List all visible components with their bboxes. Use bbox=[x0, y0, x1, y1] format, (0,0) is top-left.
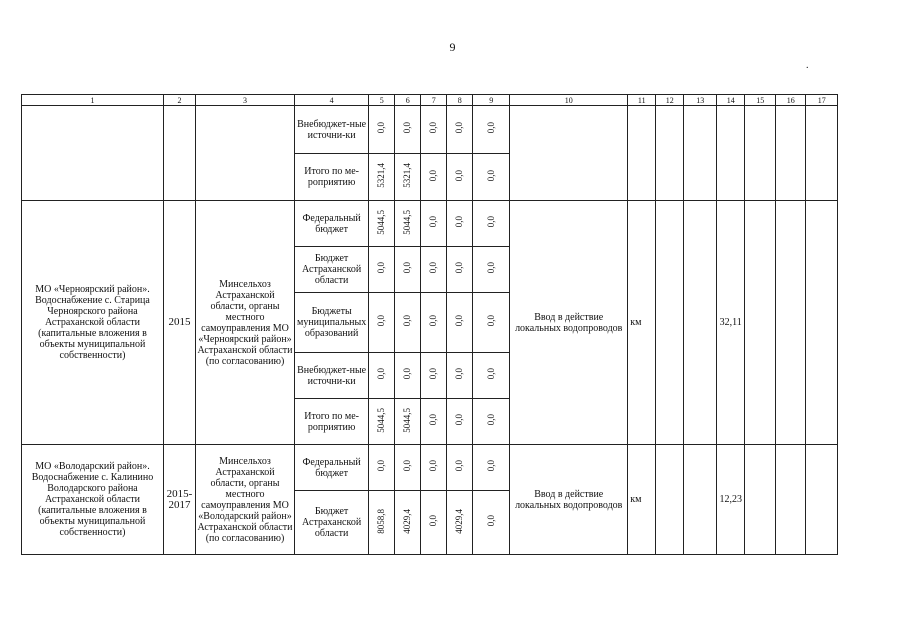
value-6: 0,0 bbox=[402, 122, 413, 134]
value-7: 0,0 bbox=[428, 216, 439, 228]
value-cell bbox=[369, 353, 395, 399]
value-5: 5044,5 bbox=[376, 209, 387, 235]
value-cell bbox=[473, 293, 510, 353]
header-cell: 10 bbox=[510, 95, 628, 106]
funding-source: Бюджеты муниципальных образований bbox=[295, 293, 369, 353]
col13-cell bbox=[684, 106, 717, 201]
value-8: 0,0 bbox=[454, 315, 465, 327]
value-6: 0,0 bbox=[402, 262, 413, 274]
value-cell bbox=[473, 154, 510, 201]
indicator-cell bbox=[510, 106, 628, 201]
value-cell bbox=[395, 353, 421, 399]
value-5: 0,0 bbox=[376, 122, 387, 134]
value-cell bbox=[421, 491, 447, 555]
value-cell bbox=[447, 201, 473, 247]
value-cell bbox=[395, 491, 421, 555]
value-cell bbox=[473, 491, 510, 555]
header-cell: 9 bbox=[473, 95, 510, 106]
value-cell bbox=[473, 247, 510, 293]
value-cell bbox=[421, 201, 447, 247]
col15-cell bbox=[745, 106, 776, 201]
value-7: 0,0 bbox=[428, 122, 439, 134]
table-row bbox=[22, 106, 838, 154]
value-8: 0,0 bbox=[454, 460, 465, 472]
col12-cell bbox=[656, 445, 684, 555]
col17-cell bbox=[806, 201, 838, 445]
value-cell bbox=[395, 106, 421, 154]
value-cell bbox=[447, 491, 473, 555]
value-cell bbox=[447, 154, 473, 201]
col17-cell bbox=[806, 106, 838, 201]
implementation-year: 2015-2017 bbox=[164, 445, 196, 555]
col15-cell bbox=[745, 445, 776, 555]
col16-cell bbox=[776, 201, 806, 445]
col13-cell bbox=[684, 201, 717, 445]
object-cell bbox=[22, 106, 164, 201]
corner-mark: . bbox=[806, 60, 809, 71]
value-cell bbox=[473, 445, 510, 491]
target-value: 32,11 bbox=[717, 201, 745, 445]
value-cell bbox=[369, 399, 395, 445]
value-9: 0,0 bbox=[485, 460, 496, 472]
funding-source: Федеральный бюджет bbox=[295, 201, 369, 247]
value-cell bbox=[421, 353, 447, 399]
year-cell bbox=[164, 106, 196, 201]
col15-cell bbox=[745, 201, 776, 445]
value-6: 5321,4 bbox=[402, 163, 413, 188]
funding-source: Бюджет Астраханской области bbox=[295, 247, 369, 293]
value-7: 0,0 bbox=[428, 169, 439, 182]
value-9: 0,0 bbox=[485, 216, 496, 228]
header-cell: 16 bbox=[776, 95, 806, 106]
value-9: 0,0 bbox=[485, 414, 496, 426]
table-row bbox=[22, 201, 838, 247]
value-5: 8058,8 bbox=[376, 508, 387, 534]
header-cell: 13 bbox=[684, 95, 717, 106]
header-cell: 14 bbox=[717, 95, 745, 106]
header-cell: 8 bbox=[447, 95, 473, 106]
value-7: 0,0 bbox=[428, 315, 439, 327]
value-8: 0,0 bbox=[454, 262, 465, 274]
funding-source: Итого по ме-роприятию bbox=[295, 399, 369, 445]
executor: Минсельхоз Астраханской области, органы местного самоуправления МО «Черноярский район» Астраханской области (по согласованию) bbox=[196, 201, 295, 445]
col16-cell bbox=[776, 106, 806, 201]
header-cell: 15 bbox=[745, 95, 776, 106]
value-cell bbox=[369, 293, 395, 353]
header-cell: 2 bbox=[164, 95, 196, 106]
header-cell: 11 bbox=[628, 95, 656, 106]
value-9: 0,0 bbox=[485, 315, 496, 327]
value-5: 0,0 bbox=[376, 262, 387, 274]
col12-cell bbox=[656, 201, 684, 445]
header-row bbox=[22, 95, 838, 106]
value-8: 0,0 bbox=[454, 414, 465, 426]
header-cell: 6 bbox=[395, 95, 421, 106]
value-6: 0,0 bbox=[402, 315, 413, 327]
value-9: 0,0 bbox=[485, 169, 496, 182]
value-8: 0,0 bbox=[454, 216, 465, 228]
value-cell bbox=[421, 399, 447, 445]
value-cell bbox=[395, 154, 421, 201]
col14-cell bbox=[717, 106, 745, 201]
value-cell bbox=[447, 293, 473, 353]
value-6: 4029,4 bbox=[402, 508, 413, 534]
value-5: 0,0 bbox=[376, 315, 387, 327]
col16-cell bbox=[776, 445, 806, 555]
page-number: 9 bbox=[449, 40, 456, 54]
value-cell bbox=[369, 106, 395, 154]
indicator: Ввод в действие локальных водопроводов bbox=[510, 201, 628, 445]
header-cell: 4 bbox=[295, 95, 369, 106]
value-5: 0,0 bbox=[376, 460, 387, 472]
value-cell bbox=[473, 201, 510, 247]
value-cell bbox=[473, 353, 510, 399]
value-cell bbox=[369, 445, 395, 491]
value-cell bbox=[395, 293, 421, 353]
header-cell: 7 bbox=[421, 95, 447, 106]
value-8: 4029,4 bbox=[454, 508, 465, 534]
value-cell bbox=[421, 445, 447, 491]
value-cell bbox=[395, 247, 421, 293]
value-cell bbox=[473, 399, 510, 445]
value-9: 0,0 bbox=[485, 262, 496, 274]
header-cell: 5 bbox=[369, 95, 395, 106]
value-cell bbox=[421, 154, 447, 201]
value-cell bbox=[369, 201, 395, 247]
target-value: 12,23 bbox=[717, 445, 745, 555]
unit: км bbox=[628, 201, 656, 445]
value-cell bbox=[369, 247, 395, 293]
value-6: 5044,5 bbox=[402, 209, 413, 235]
value-9: 0,0 bbox=[485, 515, 496, 527]
value-cell bbox=[447, 353, 473, 399]
value-9: 0,0 bbox=[485, 368, 496, 380]
value-cell bbox=[395, 399, 421, 445]
budget-table bbox=[21, 94, 838, 555]
funding-source: Внебюджет-ные источни-ки bbox=[295, 106, 369, 154]
value-7: 0,0 bbox=[428, 414, 439, 426]
value-cell bbox=[447, 247, 473, 293]
object-name: МО «Черноярский район». Водоснабжение с. Старица Черноярского района Астраханской области (капитальные вложения в объекты муниципальной собственности) bbox=[22, 201, 164, 445]
executor-cell bbox=[196, 106, 295, 201]
funding-source: Итого по ме-роприятию bbox=[295, 154, 369, 201]
value-7: 0,0 bbox=[428, 262, 439, 274]
value-7: 0,0 bbox=[428, 460, 439, 472]
value-cell bbox=[395, 445, 421, 491]
value-6: 5044,5 bbox=[402, 407, 413, 433]
value-5: 5321,4 bbox=[376, 163, 387, 188]
indicator: Ввод в действие локальных водопроводов bbox=[510, 445, 628, 555]
header-cell: 1 bbox=[22, 95, 164, 106]
value-6: 0,0 bbox=[402, 460, 413, 472]
value-cell bbox=[473, 106, 510, 154]
value-cell bbox=[421, 247, 447, 293]
value-7: 0,0 bbox=[428, 515, 439, 527]
value-5: 0,0 bbox=[376, 368, 387, 380]
table-row bbox=[22, 445, 838, 491]
value-8: 0,0 bbox=[454, 368, 465, 380]
funding-source: Федеральный бюджет bbox=[295, 445, 369, 491]
value-cell bbox=[447, 399, 473, 445]
header-cell: 12 bbox=[656, 95, 684, 106]
value-9: 0,0 bbox=[485, 122, 496, 134]
value-8: 0,0 bbox=[454, 122, 465, 134]
funding-source: Бюджет Астраханской области bbox=[295, 491, 369, 555]
value-cell bbox=[421, 293, 447, 353]
col12-cell bbox=[656, 106, 684, 201]
value-8: 0,0 bbox=[454, 169, 465, 182]
value-cell bbox=[447, 445, 473, 491]
value-cell bbox=[369, 491, 395, 555]
header-cell: 17 bbox=[806, 95, 838, 106]
value-7: 0,0 bbox=[428, 368, 439, 380]
object-name: МО «Володарский район». Водоснабжение с. Калинино Володарского района Астраханской области (капитальные вложения в объекты муниципальной собственности) bbox=[22, 445, 164, 555]
unit-cell bbox=[628, 106, 656, 201]
col17-cell bbox=[806, 445, 838, 555]
implementation-year: 2015 bbox=[164, 201, 196, 445]
value-5: 5044,5 bbox=[376, 407, 387, 433]
funding-source: Внебюджет-ные источни-ки bbox=[295, 353, 369, 399]
value-cell bbox=[369, 154, 395, 201]
executor: Минсельхоз Астраханской области, органы местного самоуправления МО «Володарский район» Астраханской области (по согласованию) bbox=[196, 445, 295, 555]
col13-cell bbox=[684, 445, 717, 555]
value-cell bbox=[395, 201, 421, 247]
value-6: 0,0 bbox=[402, 368, 413, 380]
unit: км bbox=[628, 445, 656, 555]
header-cell: 3 bbox=[196, 95, 295, 106]
value-cell bbox=[421, 106, 447, 154]
value-cell bbox=[447, 106, 473, 154]
